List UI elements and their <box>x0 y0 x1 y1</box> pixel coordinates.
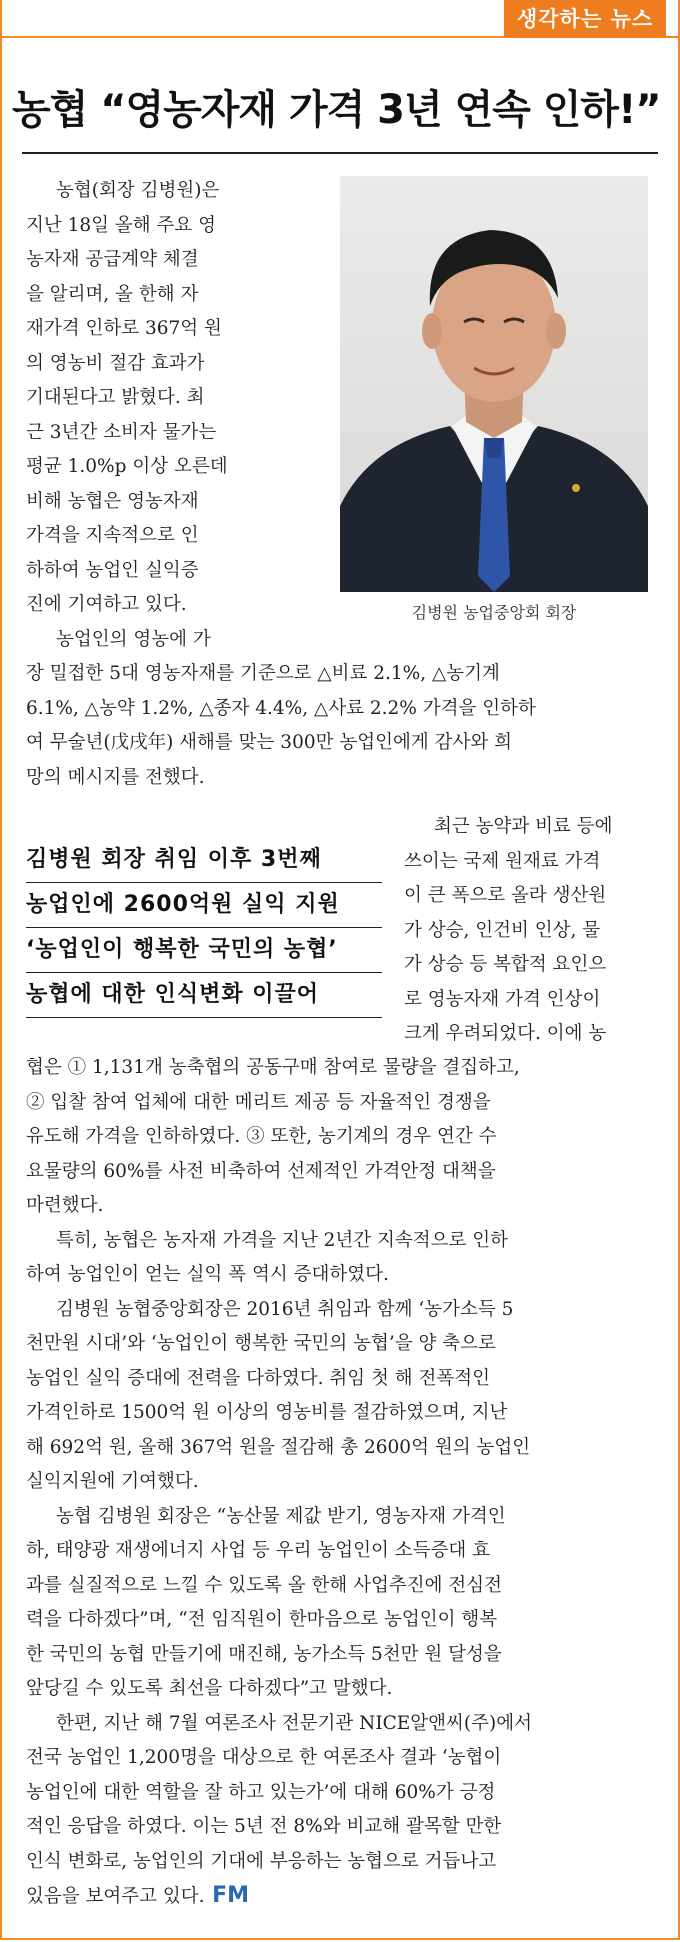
text-line: 앞당길 수 있도록 최선을 다하겠다”고 말했다. <box>26 1678 393 1699</box>
text-line: 쓰이는 국제 원재료 가격 <box>404 850 601 872</box>
text-line: 여 무술년(戊戌年) 새해를 맞는 300만 농업인에게 감사와 희 <box>26 732 512 753</box>
pull-quote-line: 농협에 대한 인식변화 이끌어 <box>26 973 382 1018</box>
text-line: 최근 농약과 비료 등에 <box>434 816 613 837</box>
text-line: 있음을 보여주고 있다. FM <box>26 1883 250 1908</box>
text-line: 진에 기여하고 있다. <box>26 594 187 615</box>
portrait-photo <box>340 176 648 592</box>
headline: 농협 “영농자재 가격 3년 연속 인하!” <box>12 87 661 133</box>
text-line: 농업인의 영농에 가 <box>56 628 211 650</box>
text-line: 농업인 실익 증대에 전력을 다하였다. 취임 첫 해 전폭적인 <box>26 1367 490 1389</box>
pull-quote <box>26 838 382 1018</box>
right-column <box>404 810 658 1052</box>
text-line: 한편, 지난 해 7월 여론조사 전문기관 NICE알앤씨(주)에서 <box>56 1712 532 1734</box>
text-line: ② 입찰 참여 업체에 대한 메리트 제공 등 자율적인 경쟁을 <box>26 1091 491 1113</box>
text-line: 가 상승 등 복합적 요인으 <box>404 954 607 975</box>
text-line: 하여 농업인이 얻는 실익 폭 역시 증대하였다. <box>26 1264 389 1285</box>
text-line: 적인 응답을 하였다. 이는 5년 전 8%와 비교해 괄목할 만한 <box>26 1816 502 1837</box>
text-line: 해 692억 원, 올해 367억 원을 절감해 총 2600억 원의 농업인 <box>26 1436 531 1458</box>
text-line: 비해 농협은 영농자재 <box>26 490 199 512</box>
text-line: 6.1%, △농약 1.2%, △종자 4.4%, △사료 2.2% 가격을 인하하 <box>26 697 536 719</box>
text-line: 이 큰 폭으로 올라 생산원 <box>404 885 607 906</box>
text-line: 마련했다. <box>26 1195 104 1216</box>
fm-logo: FM <box>204 1883 250 1908</box>
text-line: 크게 우려되었다. 이에 농 <box>404 1023 607 1044</box>
text-line: 가격인하로 1500억 원 이상의 영농비를 절감하였으며, 지난 <box>26 1402 508 1423</box>
text-line: 실익지원에 기여했다. <box>26 1471 199 1492</box>
text-line: 요물량의 60%를 사전 비축하여 선제적인 가격안정 대책을 <box>26 1160 496 1182</box>
text-line: 하, 태양광 재생에너지 사업 등 우리 농업인이 소득증대 효 <box>26 1540 490 1561</box>
pull-quote-line: 농업인에 2600억원 실익 지원 <box>26 883 382 928</box>
text-line: 로 영농자재 가격 인상이 <box>404 988 601 1010</box>
text-line: 가 상승, 인건비 인상, 물 <box>404 919 601 941</box>
section-badge: 생각하는 뉴스 <box>504 0 666 38</box>
text-line: 특히, 농협은 농자재 가격을 지난 2년간 지속적으로 인하 <box>56 1229 508 1251</box>
photo-caption: 김병원 농업중앙회 회장 <box>411 603 577 622</box>
intro-column <box>26 174 326 657</box>
text-line: 농협(회장 김병원)은 <box>56 180 220 201</box>
text-line: 농자재 공급계약 체결 <box>26 249 199 270</box>
text-line: 의 영농비 절감 효과가 <box>26 352 205 374</box>
body-paragraph-a <box>26 657 656 795</box>
body-paragraph-b <box>26 1051 656 1915</box>
text-line: 전국 농업인 1,200명을 대상으로 한 여론조사 결과 ‘농협이 <box>26 1747 502 1768</box>
text-line: 을 알리며, 올 한해 자 <box>26 283 199 305</box>
text-line: 장 밀접한 5대 영농자재를 기준으로 △비료 2.1%, △농기계 <box>26 663 500 684</box>
text-line: 기대된다고 밝혔다. 최 <box>26 387 205 408</box>
text-line: 망의 메시지를 전했다. <box>26 766 205 788</box>
text-line: 한 국민의 농협 만들기에 매진해, 농가소득 5천만 원 달성을 <box>26 1643 502 1665</box>
pull-quote-line: ‘농업인이 행복한 국민의 농협’ <box>26 928 382 973</box>
text-line: 지난 18일 올해 주요 영 <box>26 214 217 236</box>
text-line: 과를 실질적으로 느낄 수 있도록 올 한해 사업추진에 전심전 <box>26 1574 502 1596</box>
text-line: 재가격 인하로 367억 원 <box>26 318 222 339</box>
text-line: 농업인에 대한 역할을 잘 하고 있는가’에 대해 60%가 긍정 <box>26 1781 496 1803</box>
text-line: 력을 다하겠다”며, “전 임직원이 한마음으로 농업인이 행복 <box>26 1609 498 1630</box>
text-line: 천만원 시대’와 ‘농업인이 행복한 국민의 농협’을 양 축으로 <box>26 1333 496 1354</box>
text-line: 김병원 농협중앙회장은 2016년 취임과 함께 ‘농가소득 5 <box>56 1298 514 1320</box>
text-line: 가격을 지속적으로 인 <box>26 525 199 546</box>
text-line: 평균 1.0%p 이상 오른데 <box>26 456 228 477</box>
headline-rule <box>22 152 658 154</box>
text-line: 하하여 농업인 실익증 <box>26 559 199 581</box>
pull-quote-line: 김병원 회장 취임 이후 3번째 <box>26 838 382 883</box>
text-line: 근 3년간 소비자 물가는 <box>26 421 217 443</box>
text-line: 유도해 가격을 인하하였다. ③ 또한, 농기계의 경우 연간 수 <box>26 1126 497 1147</box>
text-line: 인식 변화로, 농업인의 기대에 부응하는 농협으로 거듭나고 <box>26 1850 497 1872</box>
text-line: 농협 김병원 회장은 “농산물 제값 받기, 영농자재 가격인 <box>56 1505 506 1527</box>
text-line: 협은 ① 1,131개 농축협의 공동구매 참여로 물량을 결집하고, <box>26 1057 520 1078</box>
